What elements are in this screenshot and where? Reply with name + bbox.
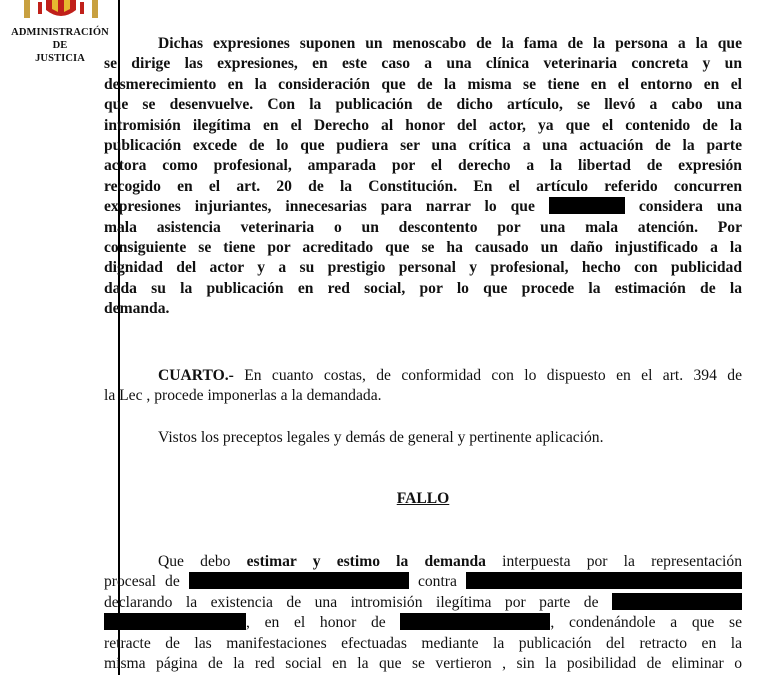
p1-line-13: dada su la publicación en red social, por lo que procede la estimación de la <box>104 279 742 297</box>
institution-label <box>2 26 118 65</box>
p4-line-6: misma página de la red social en la que se vertieron , sin la posibilidad de eliminar o <box>104 655 742 673</box>
fallo-title: FALLO <box>396 490 450 507</box>
p2-line-2: la Lec , procede imponerlas a la demandada. <box>104 387 382 405</box>
p4-line-1a: Que debo <box>158 553 247 570</box>
redaction-box <box>104 613 246 630</box>
p1-line-5: intromisión ilegítima en el Derecho al honor del actor, ya que el contenido de la <box>104 116 742 134</box>
p1-line-7: actora como profesional, amparada por el derecho a la libertad de expresión <box>104 157 742 175</box>
p1-line-8: recogido en el art. 20 de la Constitución. En el artículo referido concurren <box>104 177 742 195</box>
p1-line-11: consiguiente se tiene por acreditado que se ha causado un daño injustificado a la <box>104 239 742 257</box>
redaction-box <box>466 572 742 589</box>
institution-line-3: JUSTICIA <box>35 53 85 64</box>
p4-line-4a: , en el honor de <box>246 614 386 632</box>
p1-line-1: Dichas expresiones suponen un menoscabo de la fama de la persona a la que <box>158 35 742 52</box>
p4-line-4b: , condenándole a que se <box>550 614 743 632</box>
cuarto-label: CUARTO.- <box>158 367 234 384</box>
p1-line-3: desmerecimiento en la consideración que de la misma se tiene en el entorno en el <box>104 75 742 93</box>
coat-of-arms-emblem <box>18 0 104 20</box>
p4-line-1c: interpuesta por la representación <box>485 553 742 570</box>
p4-line-2b: contra <box>417 573 457 591</box>
paragraph-4 <box>104 552 742 674</box>
p4-line-3a: declarando la existencia de una intromisión ilegítima por parte de <box>104 593 599 611</box>
p1-line-6: publicación excede de lo que pudiera ser una crítica a una actuación de la parte <box>104 137 742 155</box>
redaction-box <box>400 613 550 630</box>
p1-line-2: se dirige las expresiones, en este caso a una clínica veterinaria concreta y un <box>104 55 742 73</box>
p1-line-12: dignidad del actor y a su prestigio personal y profesional, hecho con publicidad <box>104 259 742 277</box>
redaction-box <box>612 593 742 610</box>
paragraph-2 <box>104 366 742 407</box>
p1-line-9b: considera una <box>638 198 742 216</box>
p1-line-9a: expresiones injuriantes, innecesarias para narrar lo que <box>104 198 535 216</box>
redaction-box <box>549 197 625 214</box>
p1-line-10: mala asistencia veterinaria o un descontento por una mala atención. Por <box>104 218 742 236</box>
p2-line-1: En cuanto costas, de conformidad con lo dispuesto en el art. 394 de <box>233 367 742 384</box>
p4-line-5: retracte de las manifestaciones efectuadas mediante la publicación del retracto en la <box>104 634 742 652</box>
p4-line-2a: procesal de <box>104 573 180 591</box>
institution-line-1: ADMINISTRACIÓN <box>11 27 109 38</box>
p4-line-1b: estimar y estimo la demanda <box>246 553 486 570</box>
redaction-box <box>189 572 409 589</box>
p1-line-4: que se desenvuelve. Con la publicación de dicho artículo, se llevó a cabo una <box>104 96 742 114</box>
paragraph-3 <box>104 428 742 448</box>
p3-line-1: Vistos los preceptos legales y demás de general y pertinente aplicación. <box>158 429 604 446</box>
p1-line-14: demanda. <box>104 300 170 318</box>
institution-line-2: DE <box>52 40 68 51</box>
paragraph-1 <box>104 34 742 320</box>
